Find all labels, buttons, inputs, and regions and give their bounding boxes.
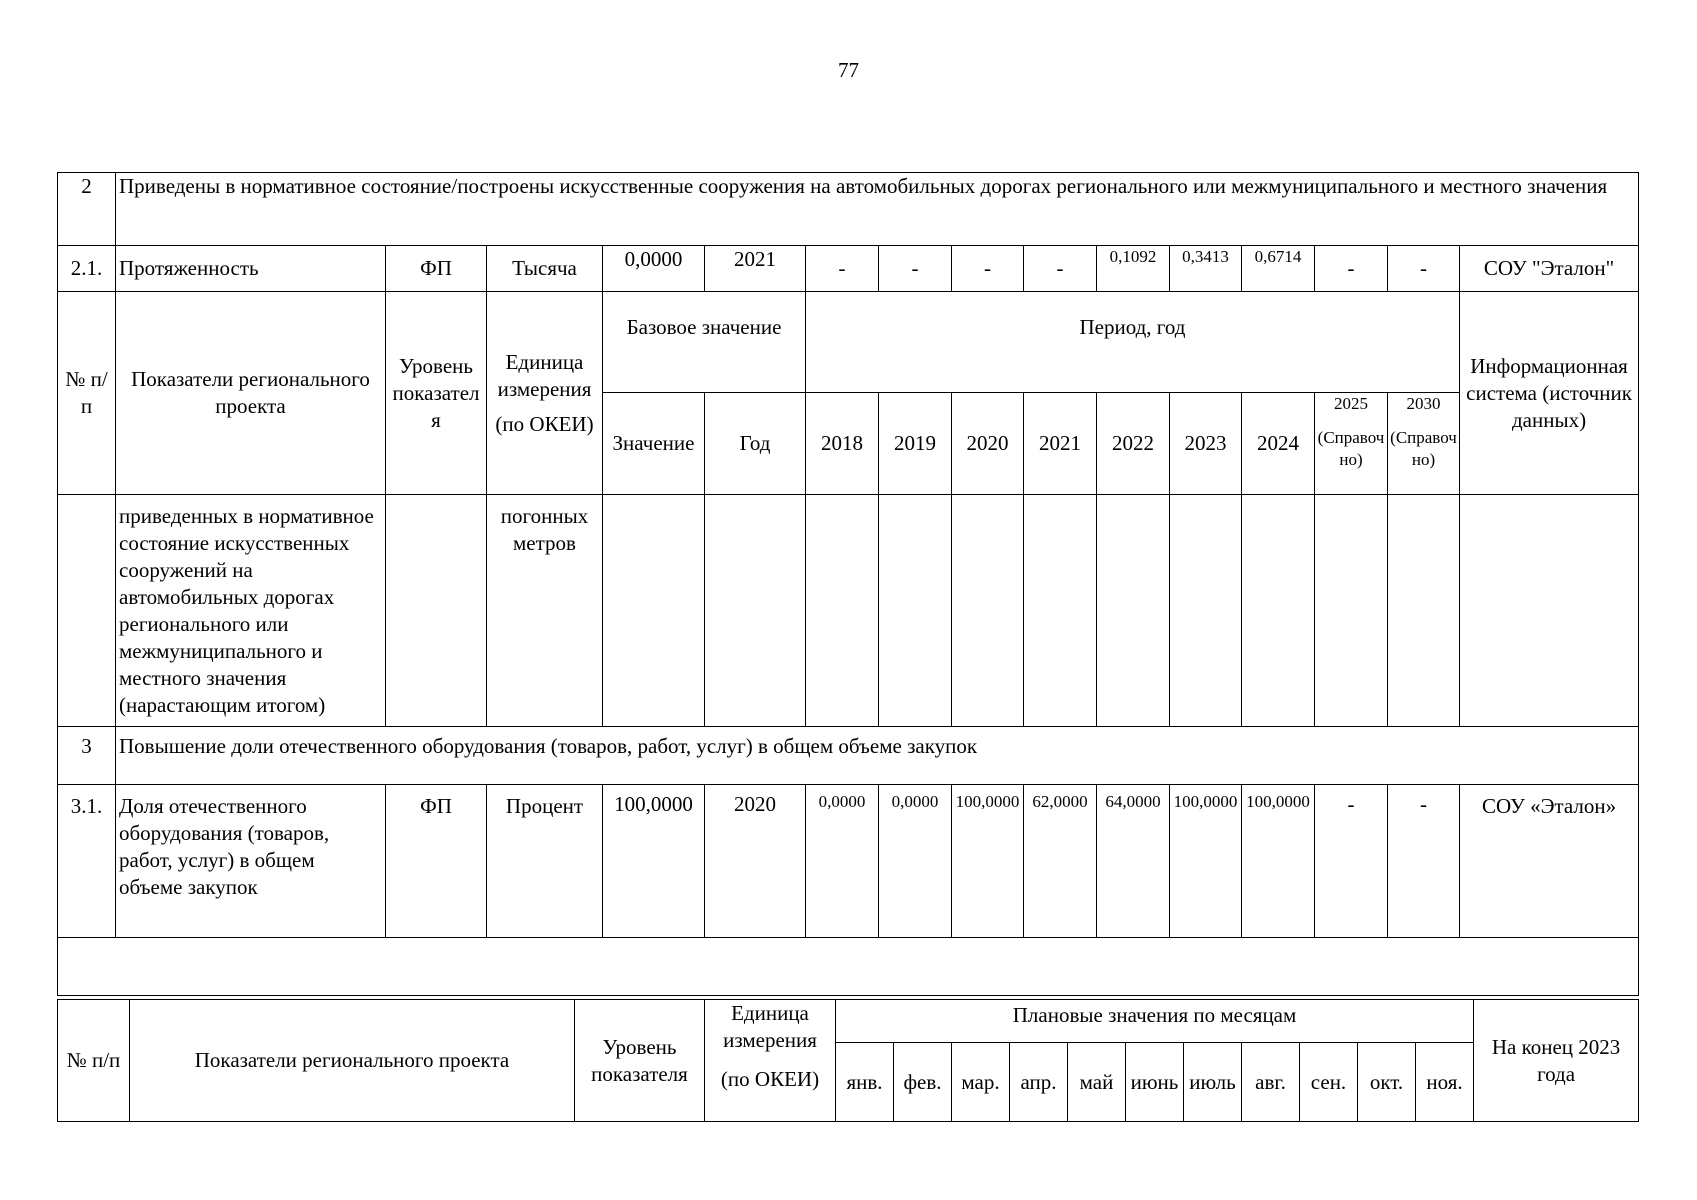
value-2018: - bbox=[806, 246, 879, 292]
indicators-table bbox=[57, 172, 1639, 996]
plan-header-level: Уровень показателя bbox=[575, 1000, 705, 1122]
indicator-name: Доля отечественного оборудования (товаров, работ, услуг) в общем объеме закупок bbox=[116, 785, 386, 938]
indicator-unit: Тысяча bbox=[487, 246, 603, 292]
header-period: Период, год bbox=[806, 292, 1460, 393]
table-row-continuation bbox=[58, 495, 1639, 727]
value-2020: 100,0000 bbox=[952, 785, 1024, 938]
row-number: 3.1. bbox=[58, 785, 116, 938]
header-2021: 2021 bbox=[1024, 393, 1097, 495]
header-2025-year: 2025 bbox=[1334, 394, 1368, 413]
plan-header-unit-okei: (по ОКЕИ) bbox=[720, 1067, 820, 1091]
header-level: Уровень показателя bbox=[386, 292, 487, 495]
value-2018: 0,0000 bbox=[806, 785, 879, 938]
page-number: 77 bbox=[838, 58, 859, 82]
value-2025: - bbox=[1315, 246, 1388, 292]
value-2030: - bbox=[1388, 246, 1460, 292]
indicator-unit: Процент bbox=[487, 785, 603, 938]
value-2020: - bbox=[952, 246, 1024, 292]
section-number: 2 bbox=[58, 173, 116, 246]
value-2023: 100,0000 bbox=[1170, 785, 1242, 938]
base-value: 100,0000 bbox=[603, 785, 705, 938]
plan-header-monthly: Плановые значения по месяцам bbox=[836, 1000, 1474, 1043]
data-source: СОУ «Эталон» bbox=[1460, 785, 1639, 938]
section-title: Повышение доли отечественного оборудования (товаров, работ, услуг) в общем объеме закупок bbox=[116, 727, 1639, 785]
header-2019: 2019 bbox=[879, 393, 952, 495]
plan-header-indicators: Показатели регионального проекта bbox=[130, 1000, 575, 1122]
month-may: май bbox=[1068, 1043, 1126, 1122]
row-number: 2.1. bbox=[58, 246, 116, 292]
header-2020: 2020 bbox=[952, 393, 1024, 495]
value-2019: - bbox=[879, 246, 952, 292]
indicator-unit-continuation: погонных метров bbox=[487, 495, 603, 727]
data-source: СОУ "Эталон" bbox=[1460, 246, 1639, 292]
header-2018: 2018 bbox=[806, 393, 879, 495]
monthly-plan-table bbox=[57, 999, 1639, 1122]
month-nov: ноя. bbox=[1416, 1043, 1474, 1122]
month-apr: апр. bbox=[1010, 1043, 1068, 1122]
value-2022: 64,0000 bbox=[1097, 785, 1170, 938]
value-2019: 0,0000 bbox=[879, 785, 952, 938]
month-jul: июль bbox=[1184, 1043, 1242, 1122]
header-2024: 2024 bbox=[1242, 393, 1315, 495]
month-sep: сен. bbox=[1300, 1043, 1358, 1122]
section-number: 3 bbox=[58, 727, 116, 785]
indicator-name-continuation: приведенных в нормативное состояние искусственных сооружений на автомобильных дорогах регионального или межмуниципального и местного значения (нарастающим итогом) bbox=[116, 495, 386, 727]
value-2030: - bbox=[1388, 785, 1460, 938]
header-2030-year: 2030 bbox=[1406, 394, 1441, 413]
base-year: 2020 bbox=[705, 785, 806, 938]
section-row bbox=[58, 173, 1639, 246]
indicator-level: ФП bbox=[386, 246, 487, 292]
header-unit-name: Единица измерения bbox=[497, 349, 592, 401]
header-number: № п/п bbox=[58, 292, 116, 495]
value-2025: - bbox=[1315, 785, 1388, 938]
header-value: Значение bbox=[603, 393, 705, 495]
value-2021: 62,0000 bbox=[1024, 785, 1097, 938]
value-2021: - bbox=[1024, 246, 1097, 292]
header-2030 bbox=[1388, 393, 1460, 495]
month-aug: авг. bbox=[1242, 1043, 1300, 1122]
month-jun: июнь bbox=[1126, 1043, 1184, 1122]
table-row bbox=[58, 785, 1639, 938]
header-indicators: Показатели регионального проекта bbox=[116, 292, 386, 495]
header-unit-okei: (по ОКЕИ) bbox=[495, 411, 594, 436]
header-2030-note: (Справочно) bbox=[1390, 428, 1457, 469]
table-row bbox=[58, 246, 1639, 292]
value-2024: 100,0000 bbox=[1242, 785, 1315, 938]
header-2025 bbox=[1315, 393, 1388, 495]
plan-header-number: № п/п bbox=[58, 1000, 130, 1122]
header-2025-note: (Справочно) bbox=[1317, 428, 1385, 469]
header-row bbox=[58, 292, 1639, 393]
value-2023: 0,3413 bbox=[1170, 246, 1242, 292]
empty-row bbox=[58, 938, 1639, 996]
section-row bbox=[58, 727, 1639, 785]
indicator-level: ФП bbox=[386, 785, 487, 938]
header-2022: 2022 bbox=[1097, 393, 1170, 495]
indicator-name: Протяженность bbox=[116, 246, 386, 292]
plan-header-unit-name: Единица измерения bbox=[723, 1001, 817, 1052]
value-2024: 0,6714 bbox=[1242, 246, 1315, 292]
plan-header-end-year: На конец 2023 года bbox=[1474, 1000, 1639, 1122]
section-title: Приведены в нормативное состояние/построены искусственные сооружения на автомобильных дорогах регионального или межмуниципального и местного значения bbox=[116, 173, 1639, 246]
header-year: Год bbox=[705, 393, 806, 495]
base-year: 2021 bbox=[705, 246, 806, 292]
plan-header-unit bbox=[705, 1000, 836, 1122]
header-unit bbox=[487, 292, 603, 495]
value-2022: 0,1092 bbox=[1097, 246, 1170, 292]
month-oct: окт. bbox=[1358, 1043, 1416, 1122]
header-base: Базовое значение bbox=[603, 292, 806, 393]
plan-header-row bbox=[58, 1000, 1639, 1043]
header-2023: 2023 bbox=[1170, 393, 1242, 495]
base-value: 0,0000 bbox=[603, 246, 705, 292]
header-info-system: Информационная система (источник данных) bbox=[1460, 292, 1639, 495]
month-feb: фев. bbox=[894, 1043, 952, 1122]
month-jan: янв. bbox=[836, 1043, 894, 1122]
month-mar: мар. bbox=[952, 1043, 1010, 1122]
